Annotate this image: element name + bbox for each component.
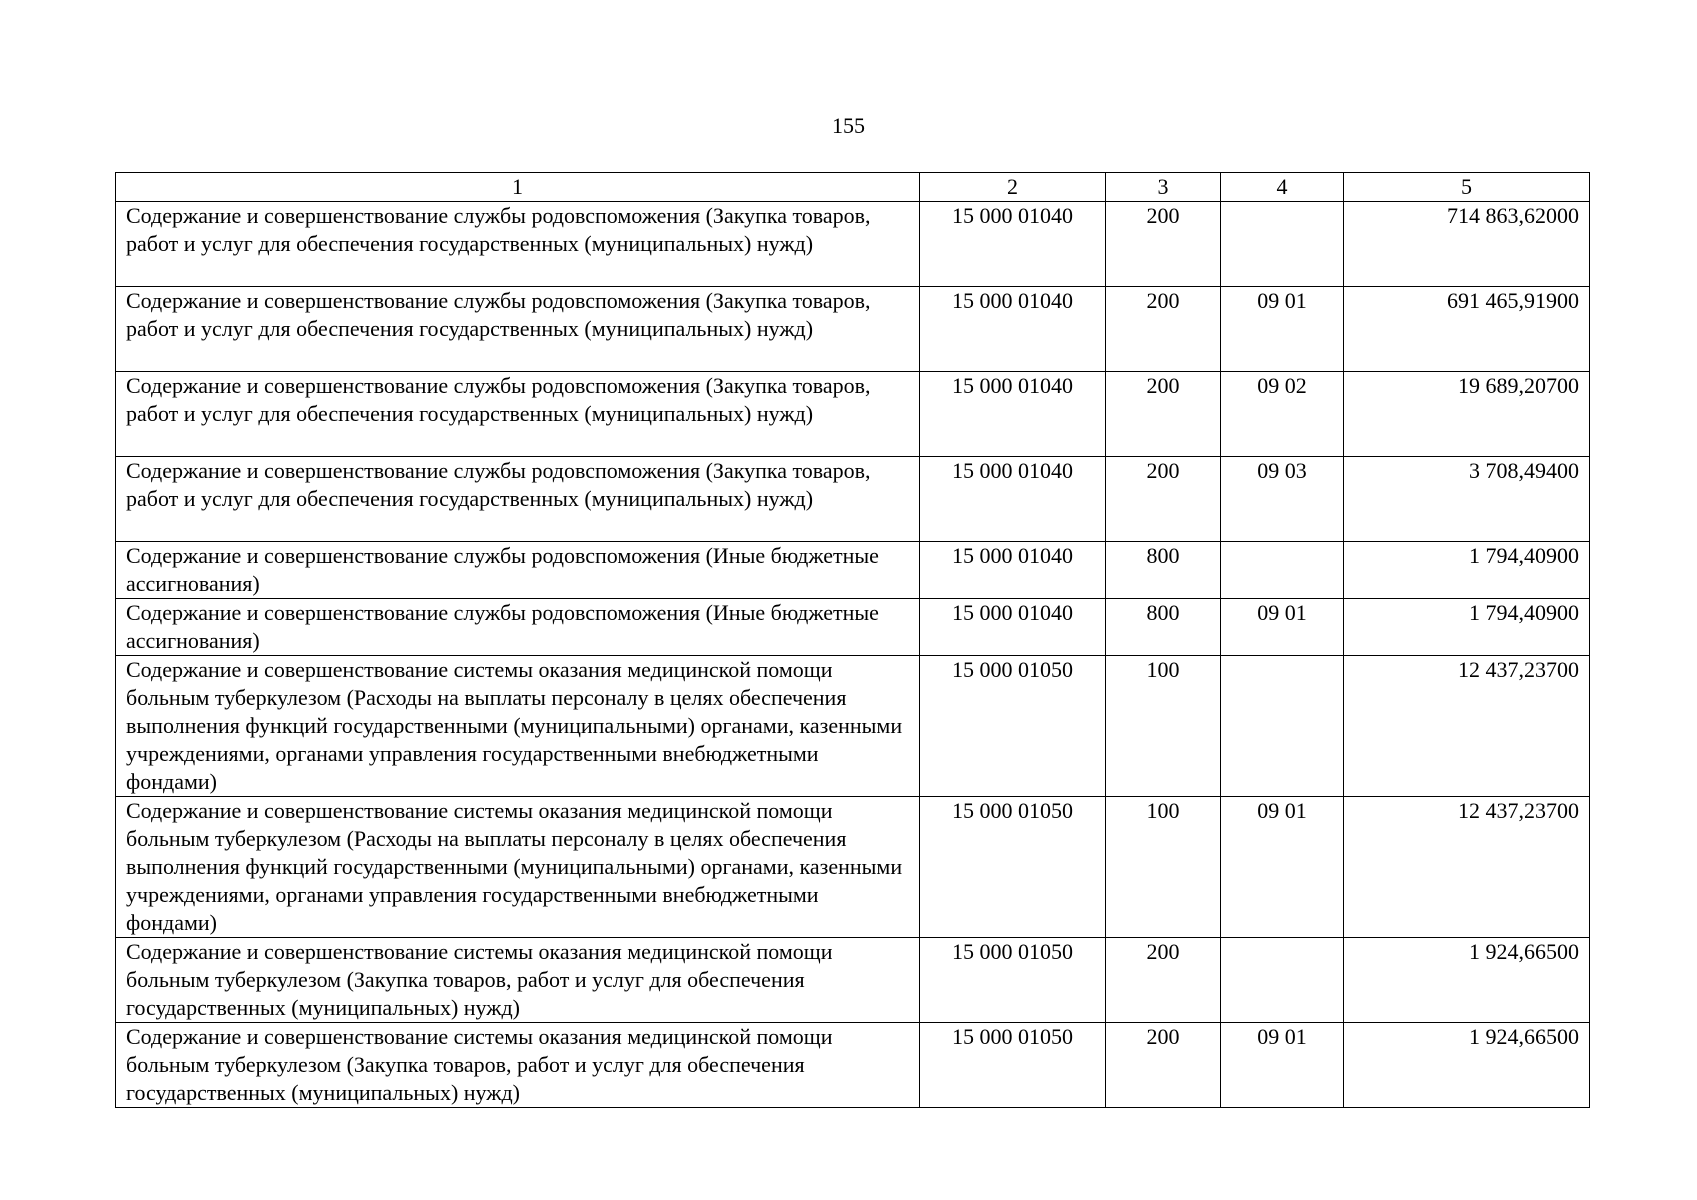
table-header (116, 173, 1590, 202)
header-row (116, 173, 1590, 202)
row-section: 09 02 (1221, 372, 1344, 457)
row-expense-type: 100 (1106, 656, 1221, 797)
row-section: 09 01 (1221, 599, 1344, 656)
row-amount: 12 437,23700 (1344, 797, 1590, 938)
table-row (116, 542, 1590, 599)
row-amount: 691 465,91900 (1344, 287, 1590, 372)
page-number: 155 (832, 113, 865, 138)
budget-table (115, 172, 1590, 1108)
row-expense-type: 200 (1106, 938, 1221, 1023)
row-target-article: 15 000 01040 (920, 372, 1106, 457)
row-section: 09 01 (1221, 287, 1344, 372)
table-row (116, 1023, 1590, 1108)
row-expense-type: 200 (1106, 287, 1221, 372)
row-amount: 19 689,20700 (1344, 372, 1590, 457)
row-target-article: 15 000 01050 (920, 938, 1106, 1023)
row-target-article: 15 000 01040 (920, 599, 1106, 656)
row-description: Содержание и совершенствование системы оказания медицинской помощи больным туберкулезом (Закупка товаров, работ и услуг для обеспечения государственных (муниципальных) нужд) (116, 938, 920, 1023)
column-header-3: 3 (1106, 173, 1221, 202)
row-expense-type: 200 (1106, 372, 1221, 457)
row-expense-type: 800 (1106, 599, 1221, 656)
table-row (116, 797, 1590, 938)
row-description: Содержание и совершенствование службы родовспоможения (Иные бюджетные ассигнования) (116, 542, 920, 599)
row-description: Содержание и совершенствование системы оказания медицинской помощи больным туберкулезом (Расходы на выплаты персоналу в целях обеспечения выполнения функций государственными (муниципальными) органами, казенными учреждениями, органами управления государственными внебюджетными фондами) (116, 797, 920, 938)
table-body (116, 202, 1590, 1108)
row-target-article: 15 000 01050 (920, 797, 1106, 938)
row-description: Содержание и совершенствование службы родовспоможения (Закупка товаров, работ и услуг для обеспечения государственных (муниципальных) нужд) (116, 457, 920, 542)
row-amount: 1 794,40900 (1344, 542, 1590, 599)
row-description: Содержание и совершенствование системы оказания медицинской помощи больным туберкулезом (Закупка товаров, работ и услуг для обеспечения государственных (муниципальных) нужд) (116, 1023, 920, 1108)
row-target-article: 15 000 01050 (920, 1023, 1106, 1108)
row-description: Содержание и совершенствование службы родовспоможения (Закупка товаров, работ и услуг для обеспечения государственных (муниципальных) нужд) (116, 287, 920, 372)
row-expense-type: 800 (1106, 542, 1221, 599)
column-header-2: 2 (920, 173, 1106, 202)
row-amount: 1 794,40900 (1344, 599, 1590, 656)
column-header-1: 1 (116, 173, 920, 202)
row-amount: 3 708,49400 (1344, 457, 1590, 542)
row-section (1221, 542, 1344, 599)
table-row (116, 202, 1590, 287)
row-target-article: 15 000 01040 (920, 202, 1106, 287)
row-target-article: 15 000 01040 (920, 457, 1106, 542)
table-row (116, 599, 1590, 656)
row-section: 09 01 (1221, 1023, 1344, 1108)
row-description: Содержание и совершенствование службы родовспоможения (Иные бюджетные ассигнования) (116, 599, 920, 656)
row-amount: 1 924,66500 (1344, 1023, 1590, 1108)
row-target-article: 15 000 01040 (920, 542, 1106, 599)
row-expense-type: 100 (1106, 797, 1221, 938)
row-description: Содержание и совершенствование системы оказания медицинской помощи больным туберкулезом (Расходы на выплаты персоналу в целях обеспечения выполнения функций государственными (муниципальными) органами, казенными учреждениями, органами управления государственными внебюджетными фондами) (116, 656, 920, 797)
row-amount: 1 924,66500 (1344, 938, 1590, 1023)
table-row (116, 457, 1590, 542)
table-row (116, 656, 1590, 797)
row-amount: 12 437,23700 (1344, 656, 1590, 797)
row-section (1221, 202, 1344, 287)
table-row (116, 938, 1590, 1023)
row-section: 09 01 (1221, 797, 1344, 938)
row-expense-type: 200 (1106, 457, 1221, 542)
row-description: Содержание и совершенствование службы родовспоможения (Закупка товаров, работ и услуг для обеспечения государственных (муниципальных) нужд) (116, 202, 920, 287)
row-section (1221, 938, 1344, 1023)
column-header-5: 5 (1344, 173, 1590, 202)
row-description: Содержание и совершенствование службы родовспоможения (Закупка товаров, работ и услуг для обеспечения государственных (муниципальных) нужд) (116, 372, 920, 457)
column-header-4: 4 (1221, 173, 1344, 202)
row-target-article: 15 000 01040 (920, 287, 1106, 372)
row-target-article: 15 000 01050 (920, 656, 1106, 797)
row-section: 09 03 (1221, 457, 1344, 542)
row-section (1221, 656, 1344, 797)
table-row (116, 287, 1590, 372)
table-row (116, 372, 1590, 457)
row-amount: 714 863,62000 (1344, 202, 1590, 287)
row-expense-type: 200 (1106, 202, 1221, 287)
row-expense-type: 200 (1106, 1023, 1221, 1108)
